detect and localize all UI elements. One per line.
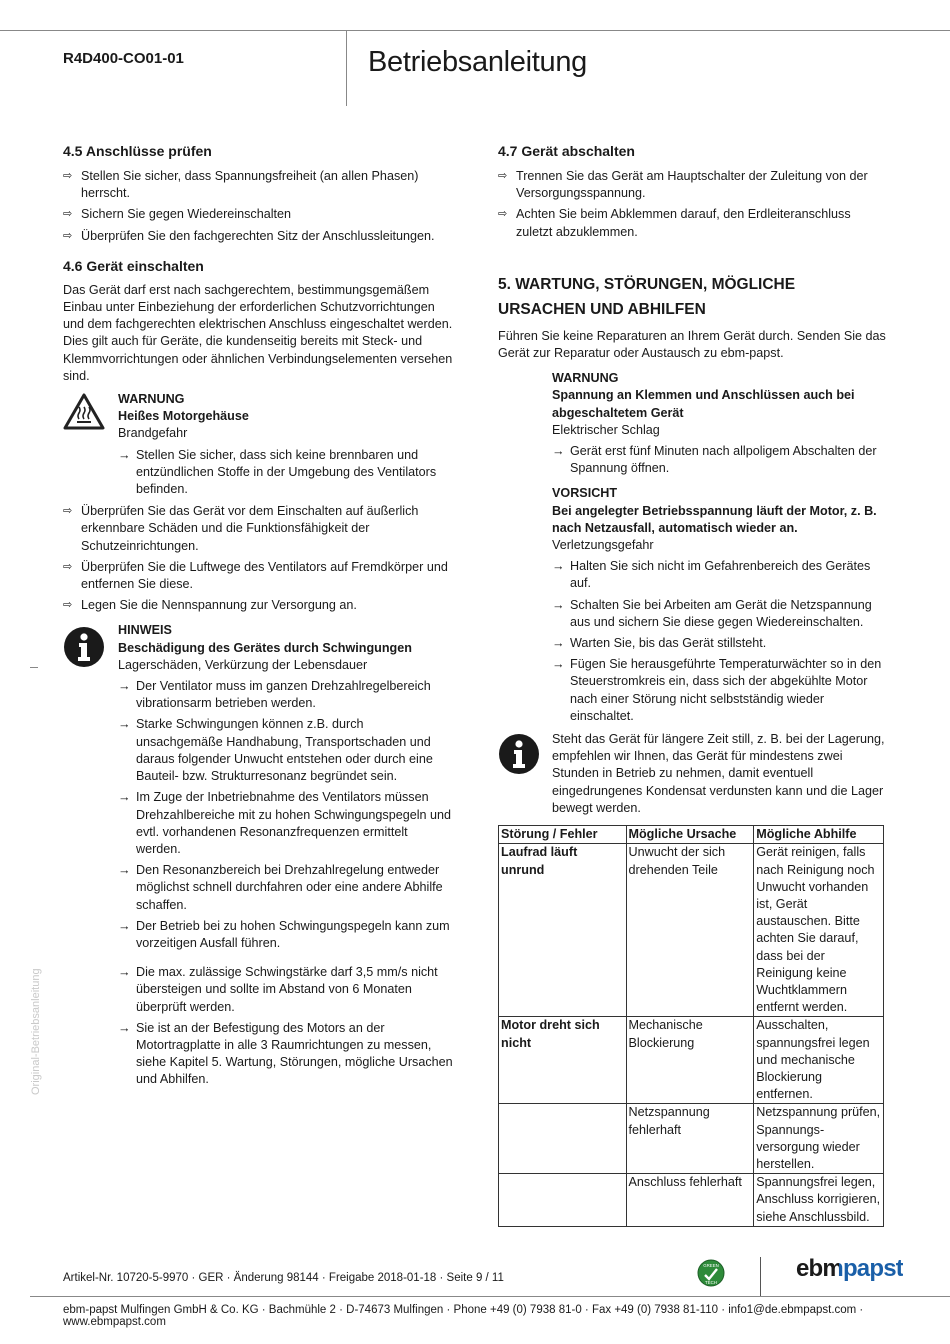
chapter-5-title-line1: 5. WARTUNG, STÖRUNGEN, MÖGLICHE — [498, 275, 796, 293]
left-column — [63, 142, 453, 1089]
info-notice — [498, 731, 886, 817]
header-separator — [346, 30, 347, 106]
document-id: R4D400-CO01-01 — [63, 50, 184, 67]
table-cell: Anschluss fehlerhaft — [626, 1174, 754, 1227]
bullet-arrow-icon: ⇨ — [63, 505, 73, 518]
hint-notice — [63, 622, 453, 1088]
action-item: → Den Resonanzbereich bei Drehzahlregelung entweder möglichst schnell durchfahren oder eine andere Abhilfe schaffen. — [118, 863, 443, 912]
header-rule — [0, 30, 950, 31]
table-row — [499, 844, 884, 1017]
bullet-arrow-icon: ⇨ — [63, 599, 73, 612]
warning-sub: Brandgefahr — [118, 426, 188, 441]
table-cell: Laufrad läuft unrund — [499, 844, 627, 1017]
table-cell: Unwucht der sich drehenden Teile — [626, 844, 754, 1017]
company-info: ebm-papst Mulfingen GmbH & Co. KG · Bachmühle 2 · D-74673 Mulfingen · Phone +49 (0) 7938 81-0 · Fax +49 (0) 7938 81-110 · info1@de.ebmpapst.com · www.ebmpapst.com — [63, 1304, 864, 1328]
action-item: → Gerät erst fünf Minuten nach allpoligem Abschalten der Spannung öffnen. — [552, 444, 877, 476]
table-header-cell: Mögliche Ursache — [626, 826, 754, 844]
right-arrow-icon: → — [552, 559, 565, 574]
section-4-6-intro: Das Gerät darf erst nach sachgerechtem, bestimmungsgemäßem Einbau unter Einbeziehung der erforderlichen Schutzvorrichtungen und dem fachgerechten elektrischen Anschluss eingeschaltet werden. Dies gilt auch für Geräte, die kundenseitig bereits mit Steck- und Klemmvorrichtungen oder ähnlichen Verbindungselementen versehen sind. — [63, 282, 453, 383]
table-row — [499, 1017, 884, 1104]
footer-rule — [30, 1296, 950, 1297]
warning-sub: Elektrischer Schlag — [552, 422, 660, 437]
action-item: → Starke Schwingungen können z.B. durch unsachgemäße Handhabung, Transportschaden und daraus folgender Unwucht entstehen oder durch eine Bauteil- bzw. Strukturresonanz begründet sein. — [118, 717, 433, 784]
right-arrow-icon: → — [118, 918, 131, 933]
info-icon — [498, 733, 540, 780]
table-cell: Netzspannung prüfen, Spannungs-versorgung wieder herstellen. — [754, 1104, 884, 1174]
table-cell: Gerät reinigen, falls nach Reinigung noch Unwucht vorhanden ist, Gerät austauschen. Bitte achten Sie darauf, dass bei der Reinigung keine Wuchtklammern entfernt werden. — [754, 844, 884, 1017]
warning-notice — [498, 370, 886, 477]
table-row — [499, 1174, 884, 1227]
list-item: ⇨ Legen Sie die Nennspannung zur Versorgung an. — [63, 597, 453, 614]
margin-mark — [30, 667, 38, 668]
bullet-arrow-icon: ⇨ — [498, 208, 508, 221]
greentech-badge-icon — [697, 1259, 725, 1292]
right-arrow-icon: → — [552, 597, 565, 612]
action-item: → Stellen Sie sicher, dass sich keine brennbaren und entzündlichen Stoffe in der Umgebung des Ventilators befinden. — [118, 447, 437, 497]
action-item: → Die max. zulässige Schwingstärke darf 3,5 mm/s nicht übersteigen und sollte im Abstand von 6 Monaten überprüft werden. — [118, 965, 438, 1014]
list-item: ⇨ Sichern Sie gegen Wiedereinschalten — [63, 206, 453, 223]
badge-text-top: GREEN — [703, 1263, 719, 1268]
list-item: ⇨ Überprüfen Sie das Gerät vor dem Einschalten auf äußerlich erkennbare Schäden und die Funktionsfähigkeit der Schutzeinrichtungen. — [63, 504, 419, 553]
action-item: → Der Betrieb bei zu hohen Schwingungspegeln kann zum vorzeitigen Ausfall führen. — [118, 918, 450, 950]
warning-label: WARNUNG — [118, 392, 185, 407]
bullet-arrow-icon: ⇨ — [63, 208, 73, 221]
table-cell: Netzspannung fehlerhaft — [626, 1104, 754, 1174]
article-info: Artikel-Nr. 10720-5-9970 · GER · Änderung 98144 · Freigabe 2018-01-18 · Seite 9 / 11 — [63, 1272, 504, 1284]
info-icon — [63, 626, 105, 673]
right-column — [498, 142, 886, 1227]
right-arrow-icon: → — [118, 717, 131, 732]
list-item: ⇨ Stellen Sie sicher, dass Spannungsfreiheit (an allen Phasen) herrscht. — [63, 169, 419, 201]
action-item: → Im Zuge der Inbetriebnahme des Ventilators müssen Drehzahlbereiche mit zu hohen Schwingungspegeln und evtl. vorhandenen Resonanzfrequenzen ermittelt werden. — [118, 790, 452, 856]
right-arrow-icon: → — [552, 657, 565, 672]
bullet-arrow-icon: ⇨ — [498, 170, 508, 182]
table-cell: Mechanische Blockierung — [626, 1017, 754, 1104]
caution-label: VORSICHT — [552, 486, 618, 501]
bullet-arrow-icon: ⇨ — [63, 560, 73, 573]
bullet-arrow-icon: ⇨ — [63, 170, 73, 182]
table-header-row — [499, 826, 884, 844]
table-cell: Ausschalten, spannungsfrei legen und mechanische Blockierung entfernen. — [754, 1017, 884, 1104]
action-item: → Fügen Sie herausgeführte Temperaturwächter so in den Steuerstromkreis ein, dass sich der abgekühlte Motor nach einer Störung nicht selbstständig wieder einschaltet. — [552, 657, 882, 723]
table-cell — [499, 1174, 627, 1227]
caution-sub: Verletzungsgefahr — [552, 538, 654, 553]
table-cell: Motor dreht sich nicht — [499, 1017, 627, 1104]
brand-logo: ebmpapst — [796, 1255, 903, 1282]
caution-headline: Bei angelegter Betriebsspannung läuft der Motor, z. B. nach Netzausfall, automatisch wieder an. — [552, 503, 877, 535]
action-item: → Schalten Sie bei Arbeiten am Gerät die Netzspannung aus und sichern Sie diese gegen Wiedereinschalten. — [552, 597, 872, 629]
section-4-6-title: 4.6 Gerät einschalten — [63, 257, 204, 274]
right-arrow-icon: → — [118, 863, 131, 878]
caution-notice — [498, 485, 886, 725]
chapter-5-intro: Führen Sie keine Reparaturen an Ihrem Gerät durch. Senden Sie das Gerät zur Reparatur oder Austausch zu ebm-papst. — [498, 328, 886, 361]
right-arrow-icon: → — [552, 636, 565, 651]
table-header-cell: Mögliche Abhilfe — [754, 826, 884, 844]
table-row — [499, 1104, 884, 1174]
table-cell: Spannungsfrei legen, Anschluss korrigieren, siehe Anschlussbild. — [754, 1174, 884, 1227]
list-item: ⇨ Achten Sie beim Abklemmen darauf, den Erdleiteranschluss zuletzt abzuklemmen. — [498, 207, 851, 239]
list-item: ⇨ Überprüfen Sie den fachgerechten Sitz der Anschlussleitungen. — [63, 228, 453, 245]
hint-label: HINWEIS — [118, 623, 172, 638]
warning-label: WARNUNG — [552, 371, 619, 386]
troubleshooting-table — [498, 825, 884, 1227]
hint-headline: Beschädigung des Gerätes durch Schwingungen — [118, 640, 412, 655]
table-cell — [499, 1104, 627, 1174]
document-title: Betriebsanleitung — [368, 46, 587, 78]
right-arrow-icon: → — [118, 1020, 131, 1035]
bullet-arrow-icon: ⇨ — [63, 229, 73, 242]
badge-text-bottom: TECH — [705, 1280, 717, 1285]
right-arrow-icon: → — [118, 447, 131, 462]
chapter-5-title-line2: URSACHEN UND ABHILFEN — [498, 300, 706, 318]
right-arrow-icon: → — [118, 965, 131, 980]
table-header-cell: Störung / Fehler — [499, 826, 627, 844]
action-item: → Sie ist an der Befestigung des Motors an der Motortragplatte in alle 3 Raumrichtungen zu messen, siehe Kapitel 5. Wartung, Störungen, mögliche Ursachen und Abhilfen. — [118, 1020, 453, 1087]
action-item: → Warten Sie, bis das Gerät stillsteht. — [552, 635, 886, 652]
hint-sub: Lagerschäden, Verkürzung der Lebensdauer — [118, 657, 368, 672]
right-arrow-icon: → — [118, 679, 131, 694]
section-4-7-title: 4.7 Gerät abschalten — [498, 143, 635, 159]
list-item: ⇨ Trennen Sie das Gerät am Hauptschalter der Zuleitung von der Versorgungsspannung. — [498, 169, 868, 201]
info-text: Steht das Gerät für längere Zeit still, z. B. bei der Lagerung, empfehlen wir Ihnen, das Gerät für mindestens zwei Stunden in Betrieb zu nehmen, damit eventuell eingedrungenes Kondensat verdunsten kann und die Lager bewegt werden. — [552, 732, 885, 815]
action-item: → Der Ventilator muss im ganzen Drehzahlregelbereich vibrationsarm betrieben werden. — [118, 679, 431, 711]
right-arrow-icon: → — [118, 790, 131, 805]
section-4-5-title: 4.5 Anschlüsse prüfen — [63, 143, 212, 159]
warning-headline: Spannung an Klemmen und Anschlüssen auch bei abgeschaltetem Gerät — [552, 388, 855, 420]
right-arrow-icon: → — [552, 444, 565, 459]
warning-headline: Heißes Motorgehäuse — [118, 409, 249, 424]
logo-separator — [760, 1257, 761, 1297]
warning-notice — [63, 391, 453, 498]
side-label: Original-Betriebsanleitung — [30, 968, 42, 1095]
list-item: ⇨ Überprüfen Sie die Luftwege des Ventilators auf Fremdkörper und entfernen Sie diese. — [63, 559, 448, 592]
hot-surface-warning-icon — [63, 393, 105, 436]
action-item: → Halten Sie sich nicht im Gefahrenbereich des Gerätes auf. — [552, 559, 871, 591]
